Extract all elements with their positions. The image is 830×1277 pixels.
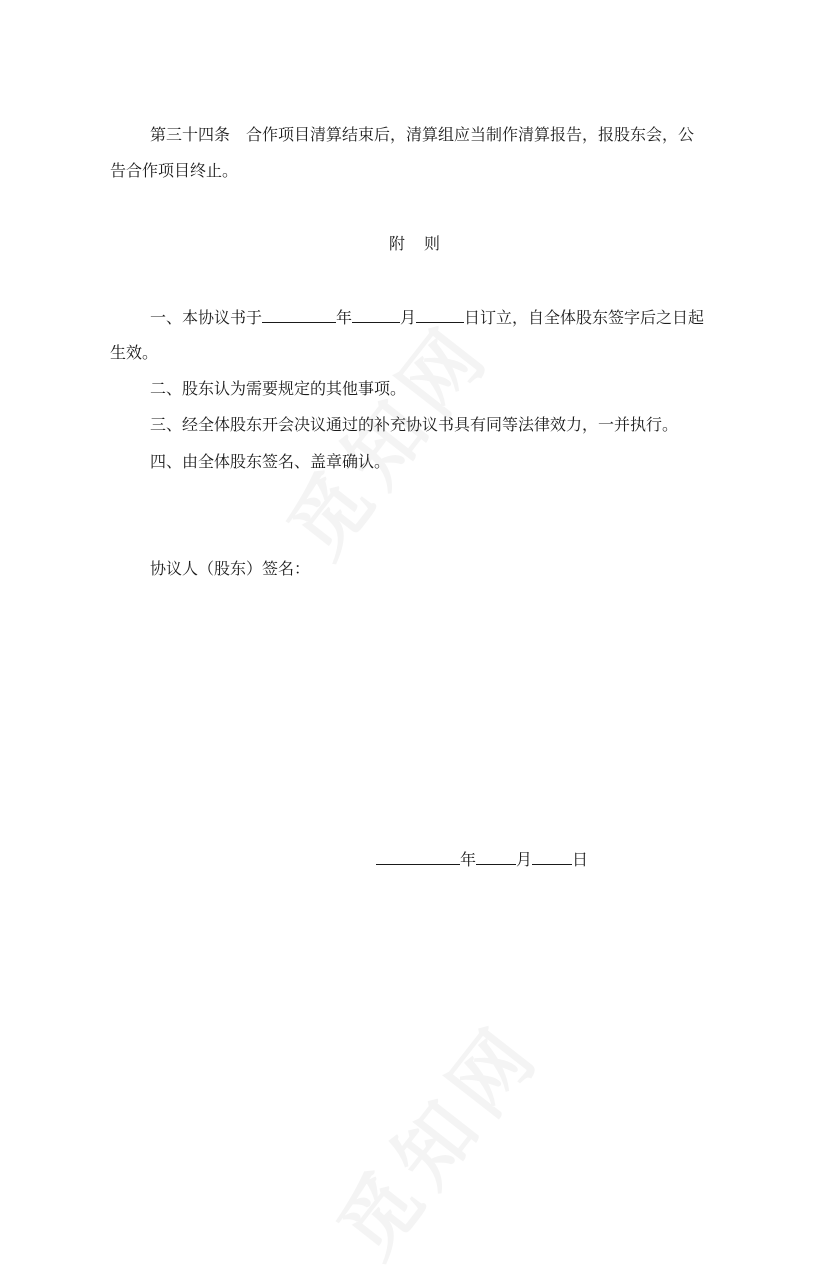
clause-3: 三、经全体股东开会决议通过的补充协议书具有同等法律效力，一并执行。 [150, 415, 679, 434]
signature-label: 协议人（股东）签名： [150, 559, 311, 578]
appendix-heading [0, 233, 830, 255]
article-34-line-1: 第三十四条 合作项目清算结束后，清算组应当制作清算报告，报股东会，公 [150, 125, 695, 144]
clause-1-year: 年 [336, 308, 353, 327]
year-blank[interactable] [262, 306, 336, 323]
clause-1-line-1 [150, 306, 762, 329]
clause-1-month: 月 [400, 308, 417, 327]
sign-year-blank[interactable] [376, 848, 460, 865]
clause-2: 二、股东认为需要规定的其他事项。 [150, 379, 407, 398]
sign-month-blank[interactable] [476, 848, 516, 865]
clause-1-suffix: 日订立，自全体股东签字后之日起 [464, 308, 705, 327]
article-34-line-2: 告合作项目终止。 [110, 161, 239, 180]
watermark [258, 295, 512, 577]
heading-char-2: 则 [424, 234, 442, 253]
signature-date-line [376, 848, 676, 871]
watermark-bottom [308, 995, 562, 1277]
day-blank[interactable] [416, 306, 464, 323]
clause-1-prefix: 一、本协议书于 [150, 308, 263, 327]
clause-4: 四、由全体股东签名、盖章确认。 [150, 452, 391, 471]
sign-day-blank[interactable] [532, 848, 572, 865]
clause-1-line-2: 生效。 [110, 343, 159, 362]
heading-char-1: 附 [388, 234, 406, 253]
sign-year: 年 [460, 850, 477, 869]
month-blank[interactable] [352, 306, 400, 323]
sign-day: 日 [572, 850, 589, 869]
sign-month: 月 [516, 850, 533, 869]
